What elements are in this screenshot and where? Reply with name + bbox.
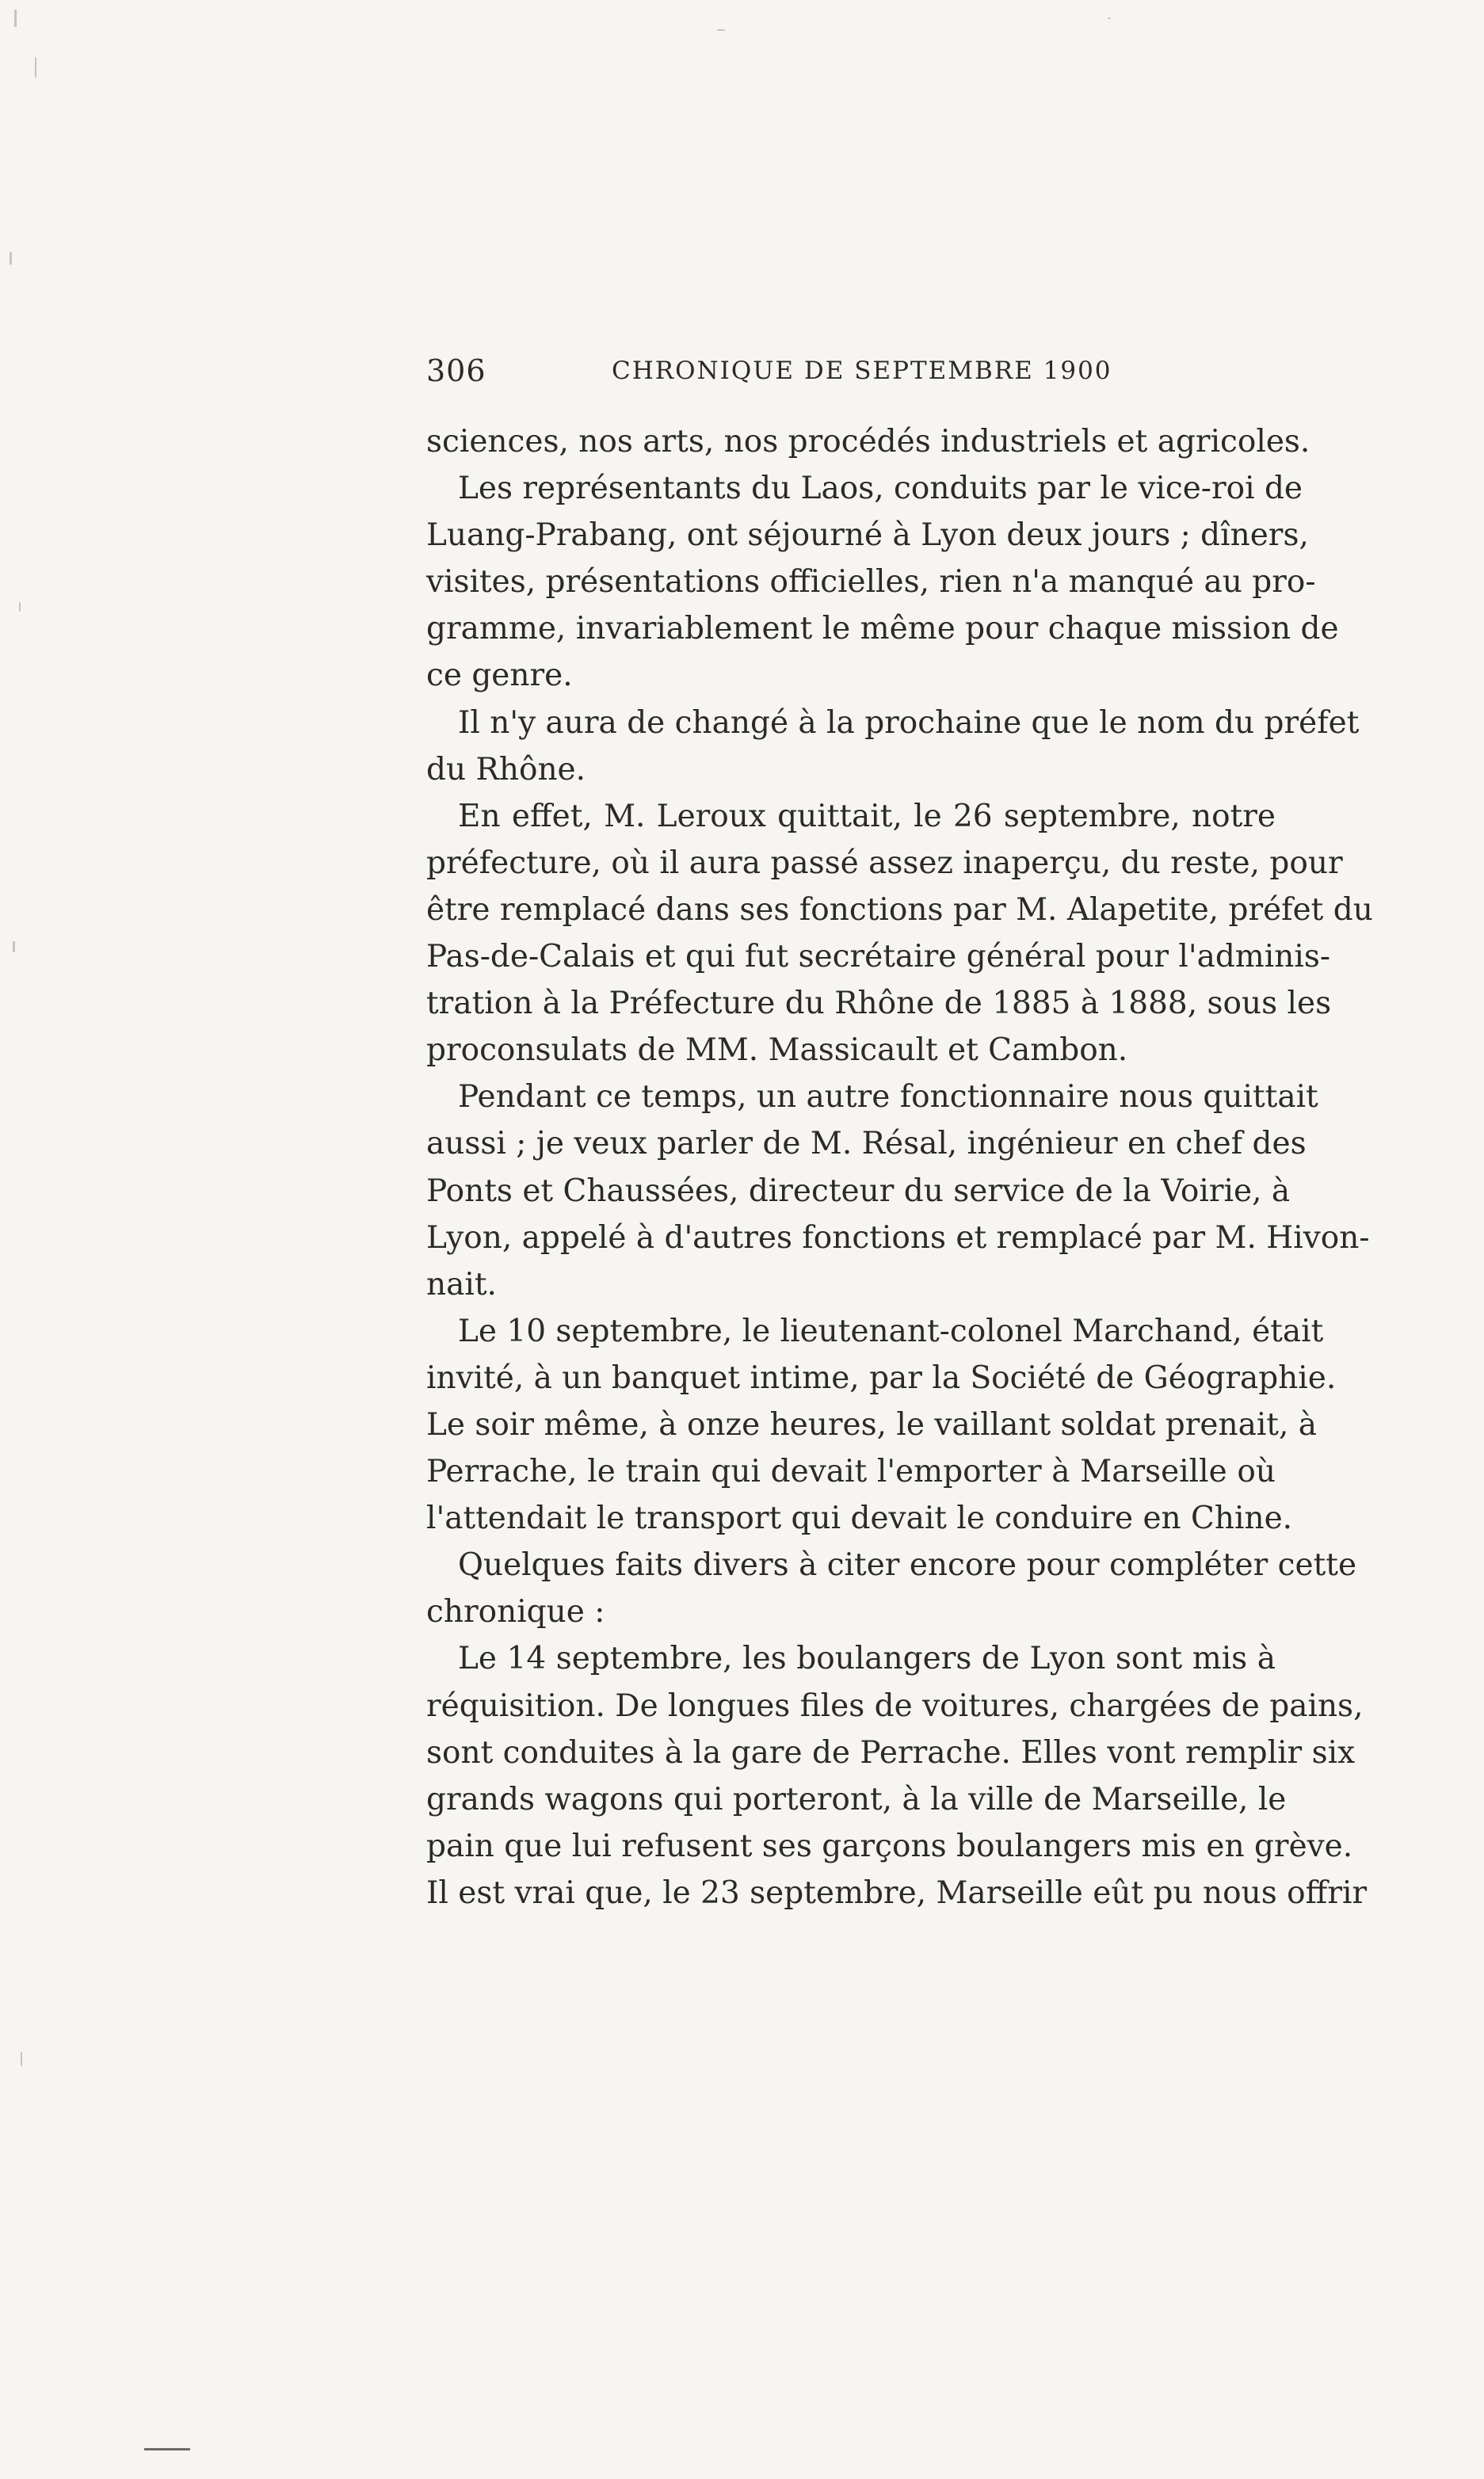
scan-speck	[10, 252, 12, 265]
paragraph-first-line: Pendant ce temps, un autre fonctionnaire nous quittait	[458, 1079, 1318, 1116]
scan-speck	[19, 602, 21, 612]
text-line: Ponts et Chaussées, directeur du service de la Voirie, à	[426, 1173, 1291, 1209]
text-line: chronique :	[426, 1594, 605, 1630]
scan-speck	[35, 57, 36, 78]
text-line: réquisition. De longues files de voitures, chargées de pains,	[426, 1688, 1364, 1724]
scan-speck	[13, 941, 15, 952]
paragraph-first-line: Il n'y aura de changé à la prochaine que le nom du préfet	[458, 704, 1360, 741]
paragraph-first-line: Le 14 septembre, les boulangers de Lyon sont mis à	[458, 1641, 1276, 1677]
text-line: Il est vrai que, le 23 septembre, Marseille eût pu nous offrir	[426, 1875, 1368, 1911]
page-number: 306	[426, 353, 486, 388]
paragraph-first-line: Le 10 septembre, le lieutenant-colonel Marchand, était	[458, 1313, 1324, 1349]
text-line: sciences, nos arts, nos procédés industriels et agricoles.	[426, 424, 1310, 460]
text-line: l'attendait le transport qui devait le conduire en Chine.	[426, 1501, 1293, 1537]
text-line: proconsulats de MM. Massicault et Cambon.	[426, 1032, 1128, 1069]
text-line: être remplacé dans ses fonctions par M. Alapetite, préfet du	[426, 891, 1373, 928]
text-line: grands wagons qui porteront, à la ville de Marseille, le	[426, 1781, 1287, 1817]
text-line: ce genre.	[426, 658, 573, 694]
text-line: Perrache, le train qui devait l'emporter à Marseille où	[426, 1454, 1276, 1490]
text-line: tration à la Préfecture du Rhône de 1885 à 1888, sous les	[426, 986, 1332, 1022]
running-title: CHRONIQUE DE SEPTEMBRE 1900	[612, 357, 1112, 385]
text-line: pain que lui refusent ses garçons boulangers mis en grève.	[426, 1828, 1353, 1864]
scan-speck	[21, 2052, 22, 2066]
scan-speck	[1108, 17, 1111, 19]
text-line: préfecture, où il aura passé assez inaperçu, du reste, pour	[426, 845, 1343, 881]
text-line: Luang-Prabang, ont séjourné à Lyon deux jours ; dîners,	[426, 517, 1309, 554]
paragraph-first-line: En effet, M. Leroux quittait, le 26 septembre, notre	[458, 798, 1276, 834]
running-head	[426, 353, 1276, 401]
footer-rule	[144, 2448, 190, 2450]
scan-speck	[717, 29, 725, 31]
text-line: aussi ; je veux parler de M. Résal, ingénieur en chef des	[426, 1126, 1307, 1162]
text-line: nait.	[426, 1266, 497, 1302]
paragraph-first-line: Les représentants du Laos, conduits par le vice-roi de	[458, 471, 1303, 507]
text-line: Pas-de-Calais et qui fut secrétaire général pour l'adminis-	[426, 939, 1331, 975]
text-line: Le soir même, à onze heures, le vaillant soldat prenait, à	[426, 1406, 1318, 1443]
text-line: invité, à un banquet intime, par la Société de Géographie.	[426, 1360, 1337, 1396]
scan-speck	[14, 10, 17, 27]
text-line: sont conduites à la gare de Perrache. Elles vont remplir six	[426, 1734, 1356, 1771]
text-line: Lyon, appelé à d'autres fonctions et remplacé par M. Hivon-	[426, 1219, 1370, 1256]
text-line: gramme, invariablement le même pour chaque mission de	[426, 611, 1339, 647]
text-line: du Rhône.	[426, 751, 586, 788]
text-line: visites, présentations officielles, rien n'a manqué au pro-	[426, 564, 1316, 601]
body-text	[426, 418, 1373, 1916]
paragraph-first-line: Quelques faits divers à citer encore pour compléter cette	[458, 1547, 1357, 1584]
